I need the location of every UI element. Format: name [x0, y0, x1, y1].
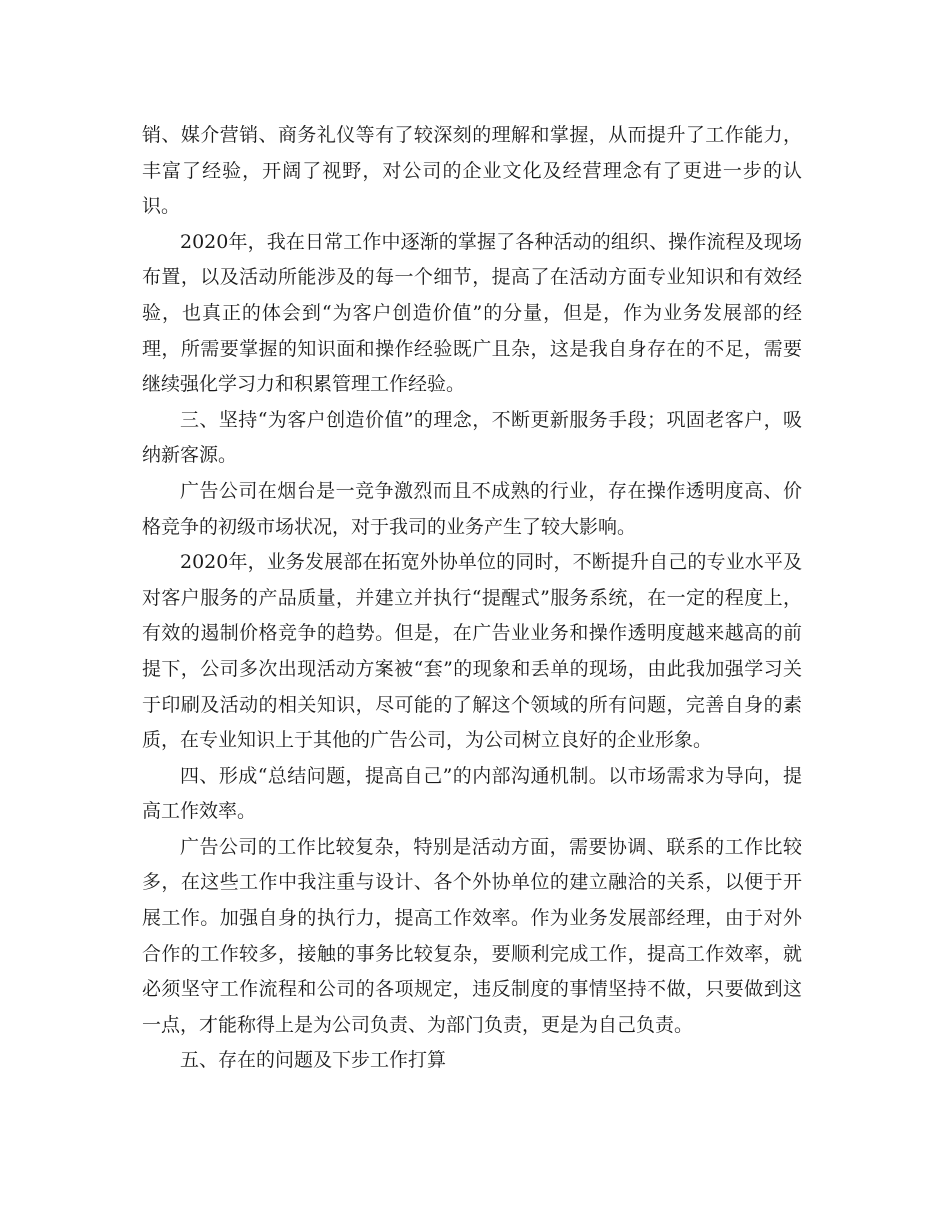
section-heading-five: 五、存在的问题及下步工作打算: [180, 1049, 447, 1072]
paragraph-2020-activities: 2020年，我在日常工作中逐渐的掌握了各种活动的组织、操作流程及现场布置，以及活动所能涉及的每一个细节，提高了在活动方面专业知识和有效经验，也真正的体会到“为客户创造价值”的分量，但是，作为业务发展部的经理，所需要掌握的知识面和操作经验既广且杂，这是我自身存在的不足，需要继续强化学习力和积累管理工作经验。: [142, 230, 802, 396]
document-body: [142, 118, 802, 1079]
paragraph-2020-business: 2020年，业务发展部在拓宽外协单位的同时，不断提升自己的专业水平及对客户服务的产品质量，并建立并执行“提醒式”服务系统，在一定的程度上，有效的遏制价格竞争的趋势。但是，在广告业业务和操作透明度越来越高的前提下，公司多次出现活动方案被“套”的现象和丢单的现场，由此我加强学习关于印刷及活动的相关知识，尽可能的了解这个领域的所有问题，完善自身的素质，在专业知识上于其他的广告公司，为公司树立良好的企业形象。: [142, 551, 802, 752]
paragraph-work-efficiency: 广告公司的工作比较复杂，特别是活动方面，需要协调、联系的工作比较多，在这些工作中我注重与设计、各个外协单位的建立融洽的关系，以便于开展工作。加强自身的执行力，提高工作效率。作为业务发展部经理，由于对外合作的工作较多，接触的事务比较复杂，要顺利完成工作，提高工作效率，就必须坚守工作流程和公司的各项规定，违反制度的事情坚持不做，只要做到这一点，才能称得上是为公司负责、为部门负责，更是为自己负责。: [142, 835, 802, 1036]
paragraph-market-status: 广告公司在烟台是一竞争激烈而且不成熟的行业，存在操作透明度高、价格竞争的初级市场状况，对于我司的业务产生了较大影响。: [142, 479, 802, 538]
section-heading-four: 四、形成“总结问题，提高自己”的内部沟通机制。以市场需求为导向，提高工作效率。: [142, 764, 802, 823]
section-heading-three: 三、坚持“为客户创造价值”的理念，不断更新服务手段；巩固老客户，吸纳新客源。: [142, 408, 802, 467]
paragraph-continuation: 销、媒介营销、商务礼仪等有了较深刻的理解和掌握，从而提升了工作能力，丰富了经验，开阔了视野，对公司的企业文化及经营理念有了更进一步的认识。: [142, 124, 802, 218]
